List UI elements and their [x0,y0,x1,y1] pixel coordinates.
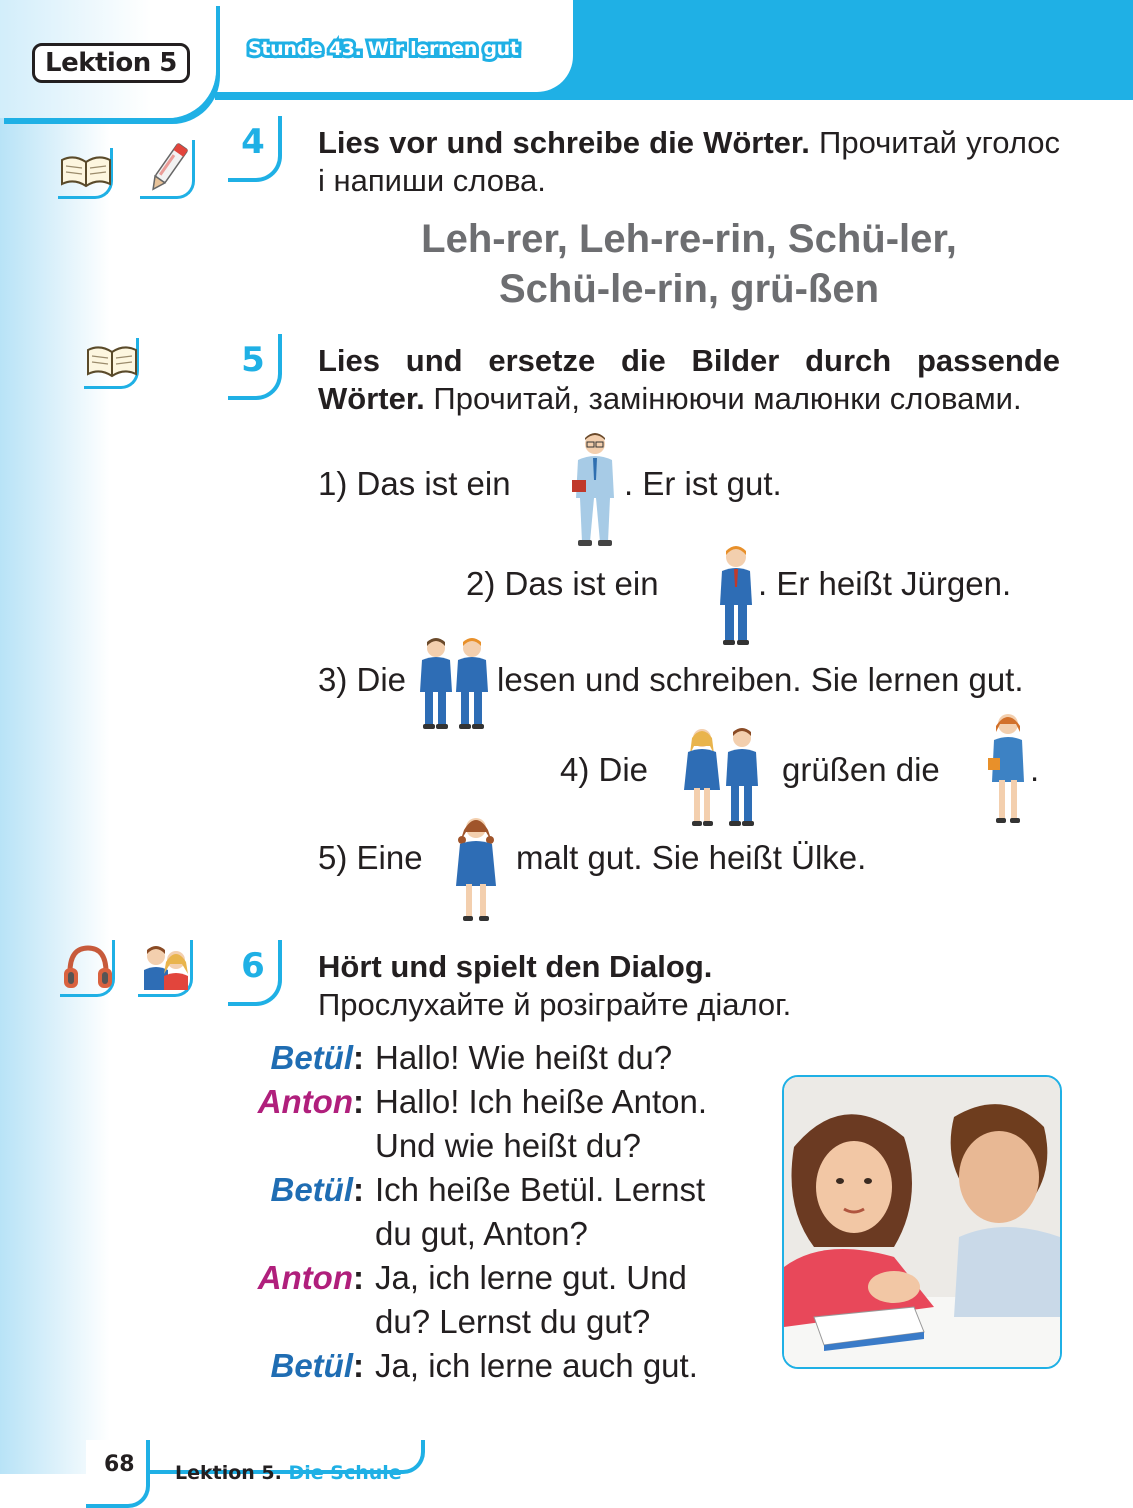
task4-instruction [318,124,1060,200]
book-icon [84,338,139,389]
sentence-5-start: 5) Eine [318,839,423,876]
sentence-4-end: . [1030,751,1040,788]
dialog-line [230,1036,770,1080]
dialog-line [230,1300,770,1344]
speaker-name: Betül: [270,1347,364,1384]
dialog-line [230,1124,770,1168]
speaker-name: Anton: [257,1259,364,1296]
task6-instruction [318,948,1060,1024]
dialog-text: Hallo! Ich heiße Anton. [375,1083,708,1120]
task5-instruction-de: Lies und ersetze die Bilder durch passende Wörter. [318,343,1060,416]
children-talking-icon [138,940,193,997]
speaker-name: Betül: [270,1039,364,1076]
sentence-2-end: . Er heißt Jürgen. [758,565,1012,602]
task-number-5: 5 [228,334,282,400]
sentence-1-start: 1) Das ist ein [318,465,511,502]
dialog-text: Hallo! Wie heißt du? [375,1039,673,1076]
sentence-3-end: lesen und schreiben. Sie lernen gut. [497,661,1024,698]
footer-title [175,1462,402,1484]
schoolgirl-picture [448,812,504,924]
dialog-text: du gut, Anton? [375,1215,588,1252]
dialog-text: Ja, ich lerne auch gut. [375,1347,698,1384]
dialog-text: Und wie heißt du? [375,1127,641,1164]
lesson-label: Lektion 5 [32,43,190,83]
left-gradient-band [0,0,110,1474]
dialog [230,1036,770,1388]
task6-instruction-de: Hört und spielt den Dialog. [318,949,713,984]
dialog-line [230,1080,770,1124]
task-number-4: 4 [228,116,282,182]
dialog-line [230,1256,770,1300]
schoolboy-picture [714,543,758,647]
footer-lesson: Lektion 5. [175,1462,282,1484]
sentence-5-end: malt gut. Sie heißt Ülke. [516,839,867,876]
dialog-text: du? Lernst du gut? [375,1303,651,1340]
sentence-2-start: 2) Das ist ein [466,565,659,602]
task4-instruction-de: Lies vor und schreibe die Wörter. [318,125,810,160]
syllables-line-1: Leh-rer, Leh-re-rin, Schü-ler, [421,217,957,261]
dialog-line [230,1212,770,1256]
schoolboys-picture [416,634,494,732]
dialog-line [230,1344,770,1388]
speaker-name: Betül: [270,1171,364,1208]
task-number-6: 6 [228,940,282,1006]
unit-title: Stunde 43. Wir lernen gut [248,38,519,60]
children-reading-photo [782,1075,1062,1369]
headphones-icon [60,940,115,997]
teacher-male-picture [566,430,624,548]
syllables-line-2: Schü-le-rin, grü-ßen [499,267,879,311]
footer-chapter: Die Schule [288,1462,402,1484]
dialog-line [230,1168,770,1212]
task6-instruction-uk: Прослухайте й розіграйте діалог. [318,987,792,1022]
dialog-text: Ich heiße Betül. Lernst [375,1171,706,1208]
task5-instruction [318,342,1060,418]
sentence-3-start: 3) Die [318,661,407,698]
dialog-text: Ja, ich lerne gut. Und [375,1259,687,1296]
pupils-picture [682,724,766,828]
sentence-1-end: . Er ist gut. [624,465,782,502]
teacher-female-picture [986,710,1030,826]
speaker-name: Anton: [257,1083,364,1120]
task4-instruction-uk: Прочитай уголос і напиши слова. [318,125,1061,198]
pencil-icon [140,140,195,199]
sentence-4-middle: grüßen die [782,751,940,788]
book-icon [58,148,113,199]
task5-instruction-uk: Прочитай, замінюючи малюнки словами. [433,381,1022,416]
page-number: 68 [104,1452,135,1477]
sentence-4-start: 4) Die [560,751,649,788]
